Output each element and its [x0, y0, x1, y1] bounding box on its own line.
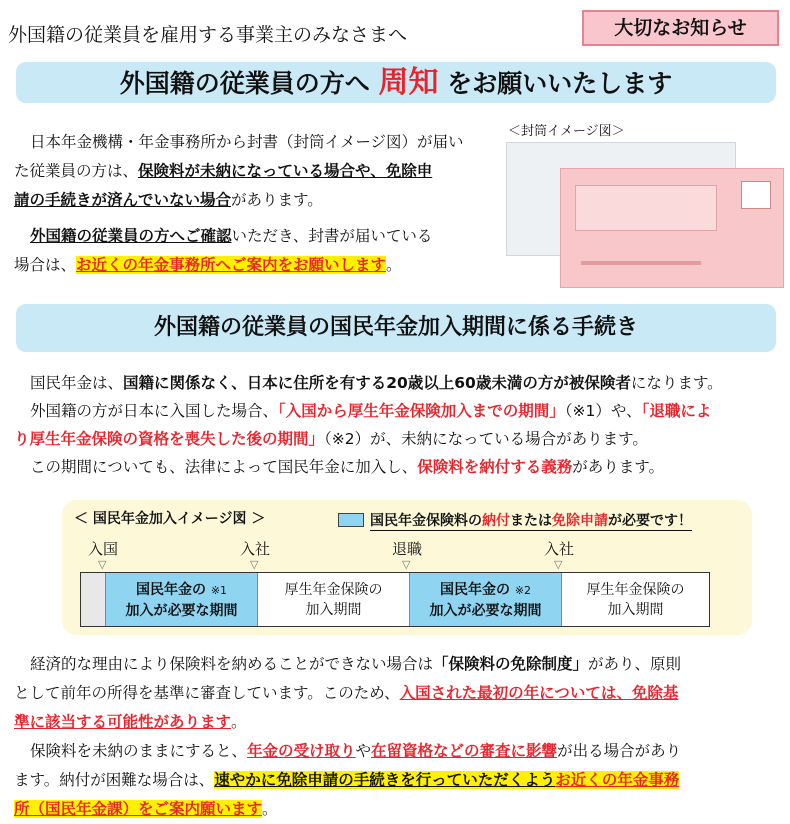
banner-post: をお願いいたします	[447, 69, 673, 98]
body2-line-2: として前年の所得を基準に審査しています。このため、入国された最初の年については、免除基	[14, 684, 679, 702]
event-label: 入社	[544, 540, 575, 558]
body1-line-4: この期間についても、法律によって国民年金に加入し、保険料を納付する義務があります。	[30, 458, 664, 476]
envelope-label: ＜封筒イメージ図＞	[508, 124, 625, 139]
timeline-bar	[80, 572, 710, 627]
event-marker-icon: ▽	[250, 558, 259, 571]
diagram-legend: 国民年金保険料の納付または免除申請が必要です！	[370, 510, 692, 531]
timeline-segment: 厚生年金保険の 加入期間	[258, 573, 410, 626]
diagram-title: ＜ 国民年金加入イメージ図 ＞	[74, 511, 266, 527]
section-banner	[16, 304, 776, 352]
body2-line-6: 所（国民年金課）をご案内願います。	[14, 800, 278, 818]
body1-line-3: り厚生年金保険の資格を喪失した後の期間」（※2）が、未納になっている場合があります。	[14, 430, 648, 448]
body2-line-4: 保険料を未納のままにすると、年金の受け取りや在留資格などの審査に影響が出る場合があり	[30, 742, 682, 760]
section-title: 外国籍の従業員の国民年金加入期間に係る手続き	[153, 315, 638, 340]
event-label: 退職	[392, 540, 423, 558]
banner-pre: 外国籍の従業員の方へ	[119, 69, 370, 98]
event-label: 入社	[240, 540, 271, 558]
intro-line-3: 請の手続きが済んでいない場合があります。	[14, 191, 323, 209]
envelope-image-icon	[560, 168, 784, 288]
event-label: 入国	[88, 540, 119, 558]
intro-line-1: 日本年金機構・年金事務所から封書（封筒イメージ図）が届い	[30, 133, 464, 151]
intro-line-2: た従業員の方は、保険料が未納になっている場合や、免除申	[14, 162, 433, 180]
timeline-segment: 国民年金の ※1 加入が必要な期間	[106, 573, 258, 626]
header-title: 外国籍の従業員を雇用する事業主のみなさまへ	[8, 24, 408, 46]
event-marker-icon: ▽	[554, 558, 563, 571]
banner-notice	[16, 62, 776, 103]
intro-line-5: 場合は、お近くの年金事務所へご案内をお願いします。	[14, 256, 402, 274]
body1-line-2: 外国籍の方が日本に入国した場合、「入国から厚生年金保険加入までの期間」（※1）や、「退職によ	[30, 402, 712, 420]
event-marker-icon: ▽	[98, 558, 107, 571]
body1-line-1: 国民年金は、国籍に関係なく、日本に住所を有する20歳以上60歳未満の方が被保険者になります。	[30, 374, 723, 392]
event-marker-icon: ▽	[402, 558, 411, 571]
timeline-pre	[81, 573, 106, 626]
timeline-segment: 国民年金の ※2 加入が必要な期間	[410, 573, 562, 626]
body2-line-5: ます。納付が困難な場合は、速やかに免除申請の手続きを行っていただくようお近くの年金事務	[14, 771, 680, 789]
banner-emph: 周知	[378, 65, 439, 100]
body2-line-1: 経済的な理由により保険料を納めることができない場合は「保険料の免除制度」があり、原則	[30, 655, 682, 673]
timeline-segment: 厚生年金保険の 加入期間	[562, 573, 709, 626]
legend-swatch	[338, 513, 364, 527]
important-notice-badge: 大切なお知らせ	[582, 10, 779, 46]
body2-line-3: 準に該当する可能性があります。	[14, 713, 247, 731]
intro-line-4: 外国籍の従業員の方へご確認いただき、封書が届いている	[30, 227, 433, 245]
